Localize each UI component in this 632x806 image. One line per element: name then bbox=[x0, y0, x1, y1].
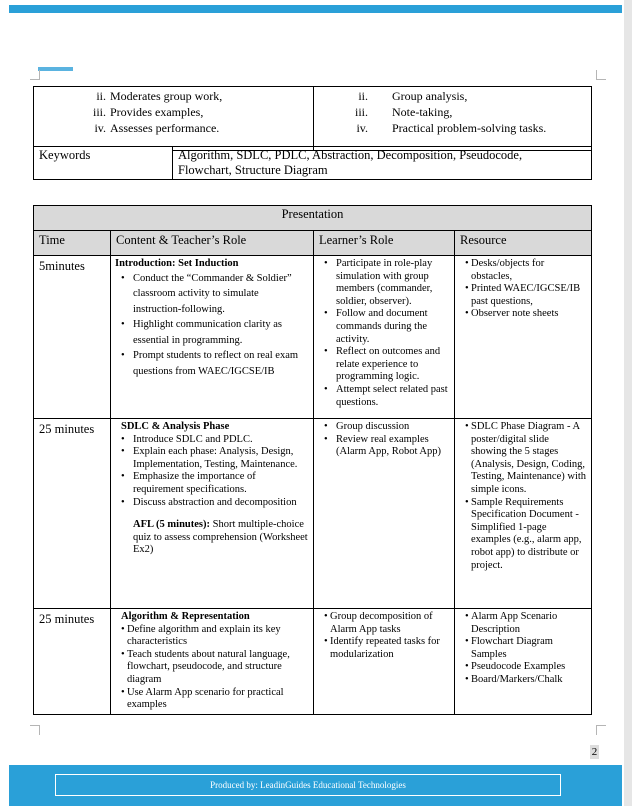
crop-mark bbox=[30, 70, 40, 80]
crop-mark bbox=[596, 70, 606, 80]
time-cell: 25 minutes bbox=[34, 609, 111, 715]
list-item: • Review real examples (Alarm App, Robot App) bbox=[318, 434, 450, 459]
objective-item: iii. Provides examples, bbox=[92, 105, 204, 119]
objective-item: ii. Moderates group work, bbox=[96, 89, 223, 103]
keywords-value bbox=[173, 147, 592, 180]
presentation-table bbox=[33, 205, 592, 715]
objective-item: iii. Note-taking, bbox=[354, 105, 453, 119]
list-item: • Board/Markers/Chalk bbox=[459, 674, 587, 687]
keywords-table bbox=[33, 146, 592, 180]
footer-bar bbox=[9, 765, 622, 806]
crop-mark bbox=[30, 725, 40, 735]
teacher-objectives-cell bbox=[34, 87, 314, 151]
list-item: • Desks/objects for obstacles, bbox=[459, 258, 587, 283]
list-item: • Alarm App Scenario Description bbox=[459, 611, 587, 636]
crop-mark bbox=[596, 725, 606, 735]
header-time: Time bbox=[34, 231, 111, 256]
learner-cell bbox=[314, 609, 455, 715]
list-item: • Pseudocode Examples bbox=[459, 661, 587, 674]
list-item: • Discuss abstraction and decomposition bbox=[115, 497, 309, 510]
objective-item: ii. Group analysis, bbox=[358, 89, 468, 103]
list-item: • Group decomposition of Alarm App tasks bbox=[318, 611, 450, 636]
learner-cell bbox=[314, 256, 455, 419]
header-resource: Resource bbox=[455, 231, 592, 256]
list-item: • Teach students about natural language, flowchart, pseudocode, and structure diagram bbox=[115, 649, 309, 687]
footer-text: Produced by: LeadinGuides Educational Technologies bbox=[55, 774, 561, 796]
content-cell bbox=[111, 256, 314, 419]
content-title: SDLC & Analysis Phase bbox=[121, 421, 230, 432]
learner-cell bbox=[314, 419, 455, 609]
content-title: Algorithm & Representation bbox=[121, 611, 250, 622]
time-cell: 5minutes bbox=[34, 256, 111, 419]
list-item: • Highlight communication clarity as essential in programming. bbox=[115, 317, 309, 348]
header-small-mark bbox=[38, 67, 73, 71]
content-cell bbox=[111, 419, 314, 609]
time-cell: 25 minutes bbox=[34, 419, 111, 609]
list-item: • Use Alarm App scenario for practical examples bbox=[115, 687, 309, 712]
afl-block bbox=[115, 519, 309, 557]
resource-cell bbox=[455, 256, 592, 419]
list-item: • Identify repeated tasks for modularization bbox=[318, 636, 450, 661]
afl-text: Short multiple-choice quiz to assess comprehension (Worksheet Ex2) bbox=[133, 519, 308, 556]
keywords-line: Algorithm, SDLC, PDLC, Abstraction, Decomposition, Pseudocode, bbox=[178, 148, 523, 162]
content-cell bbox=[111, 609, 314, 715]
list-item: • Emphasize the importance of requirement specifications. bbox=[115, 471, 309, 496]
resource-cell bbox=[455, 419, 592, 609]
table-row bbox=[34, 419, 592, 609]
vertical-scrollbar[interactable] bbox=[624, 0, 632, 806]
list-item: • Participate in role-play simulation with group members (commander, soldier, observer). bbox=[318, 258, 450, 308]
list-item: • Conduct the “Commander & Soldier” classroom activity to simulate instruction-following. bbox=[115, 271, 309, 318]
content-title: Introduction: Set Induction bbox=[115, 258, 239, 269]
keywords-line: Flowchart, Structure Diagram bbox=[178, 163, 328, 177]
list-item: • Reflect on outcomes and relate experience to programming logic. bbox=[318, 346, 450, 384]
table-row bbox=[34, 256, 592, 419]
presentation-title: Presentation bbox=[34, 206, 592, 231]
keywords-label: Keywords bbox=[34, 147, 173, 180]
list-item: • SDLC Phase Diagram - A poster/digital slide showing the 5 stages (Analysis, Design, Coding, Testing, Maintenance) with simple icons. bbox=[459, 421, 587, 497]
learner-objectives-cell bbox=[314, 87, 592, 151]
list-item: • Sample Requirements Specification Document - Simplified 1-page examples (e.g., alarm app, robot app) to distribute or project. bbox=[459, 497, 587, 573]
list-item: • Explain each phase: Analysis, Design, Implementation, Testing, Maintenance. bbox=[115, 446, 309, 471]
list-item: • Group discussion bbox=[318, 421, 450, 434]
header-content: Content & Teacher’s Role bbox=[111, 231, 314, 256]
objective-item: iv. Practical problem-solving tasks. bbox=[356, 121, 547, 135]
objective-item: iv. Assesses performance. bbox=[94, 121, 220, 135]
list-item: • Introduce SDLC and PDLC. bbox=[115, 434, 309, 447]
table-row bbox=[34, 609, 592, 715]
header-learner: Learner’s Role bbox=[314, 231, 455, 256]
list-item: • Prompt students to reflect on real exam questions from WAEC/IGCSE/IB bbox=[115, 348, 309, 379]
list-item: • Attempt select related past questions. bbox=[318, 384, 450, 409]
header-accent-bar bbox=[9, 5, 622, 13]
list-item: • Printed WAEC/IGCSE/IB past questions, bbox=[459, 283, 587, 308]
list-item: • Observer note sheets bbox=[459, 308, 587, 321]
list-item: • Follow and document commands during the activity. bbox=[318, 308, 450, 346]
resource-cell bbox=[455, 609, 592, 715]
list-item: • Define algorithm and explain its key characteristics bbox=[115, 624, 309, 649]
page-number: 2 bbox=[591, 746, 598, 758]
list-item: • Flowchart Diagram Samples bbox=[459, 636, 587, 661]
afl-label: AFL (5 minutes): bbox=[133, 519, 210, 531]
objectives-table bbox=[33, 86, 592, 151]
